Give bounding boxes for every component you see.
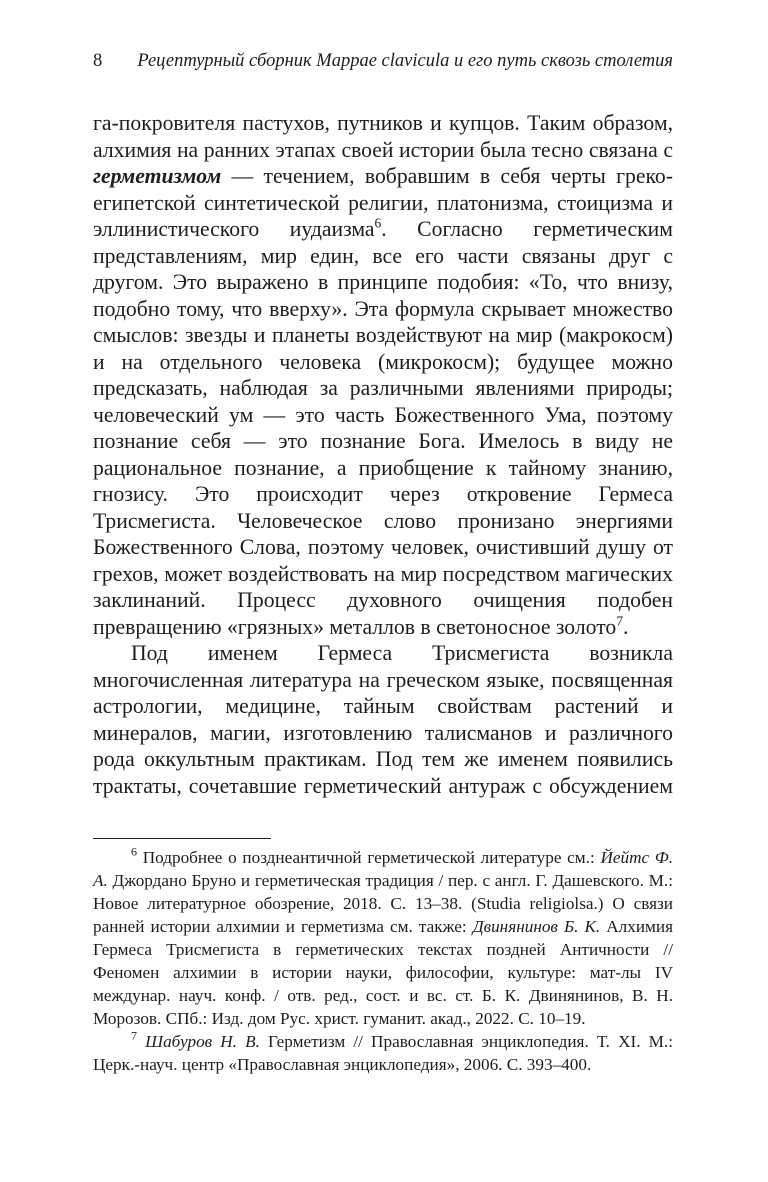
footnote-6-author-2: Двинянинов Б. К.	[472, 917, 601, 936]
footnote-6-number: 6	[131, 844, 138, 859]
footnote-6-text-a: Подробнее о позднеантичной герметической литературе см.:	[137, 848, 601, 867]
term-hermeticism: герметизмом	[93, 164, 222, 188]
footnote-7-number: 7	[131, 1028, 138, 1043]
footnote-7-text: Герметизм // Православная энциклопедия. Т. XI. М.: Церк.-науч. центр «Православная энциклопедия», 2006. С. 393–400.	[93, 1032, 674, 1074]
paragraph-1-text-d: .	[623, 614, 629, 639]
footnote-6-text-c: Алхимия Гермеса Трисмегиста в герметических текстах поздней Античности // Феномен алхимии в истории науки, философии, культуре: мат-лы IV междунар. науч. конф. / отв. ред., сост. и вс. ст. Б. К. Двинянинов, В. Н. Морозов. СПб.: Изд. дом Рус. христ. гуманит. акад., 2022. С. 10–19.	[93, 917, 673, 1028]
footnote-7-author: Шабуров Н. В.	[145, 1032, 260, 1051]
paragraph-2: Под именем Гермеса Трисмегиста возникла многочисленная литература на греческом языке, посвященная астрологии, медицине, тайным свойствам растений и минералов, магии, изготовлению талисманов и различного рода оккультным практикам. Под тем же именем появились трактаты, сочетавшие герметический антураж с обсуждением	[93, 641, 673, 798]
footnote-6-author-1: Йейтс Ф. А.	[93, 848, 673, 890]
footnote-6-text-b: Джордано Бруно и герметическая традиция / пер. с англ. Г. Дашевского. М.: Новое литературное обозрение, 2018. С. 13–38. (Studia religiolsa.) О связи ранней истории алхимии и герметизма см. также:	[93, 871, 673, 936]
paragraph-1-text-b: — течением, вобравшим в себя черты греко-египетской синтетической религии, платонизма, стоицизма и эллинистического иудаизма	[93, 164, 673, 241]
running-header	[93, 46, 673, 76]
footnote-divider	[93, 838, 271, 839]
footnote-7	[93, 1030, 673, 1076]
running-title: Рецептурный сборник Mappae clavicula и его путь сквозь столетия	[137, 51, 673, 71]
footnote-ref-6[interactable]: 6	[374, 215, 382, 231]
main-text	[93, 110, 673, 799]
paragraph-1	[93, 110, 673, 640]
footnote-6	[93, 846, 673, 1030]
footnote-ref-7[interactable]: 7	[616, 613, 623, 629]
paragraph-1-text-c: . Согласно герметическим представлениям, мир един, все его части связаны друг с другом. Это выражено в принципе подобия: «То, что внизу, подобно тому, что вверху». Эта формула скрывает множество смыслов: звезды и планеты воздействуют на мир (макрокосм) и на отдельного человека (микрокосм); будущее можно предсказать, наблюдая за различными явлениями природы; человеческий ум — это часть Божественного Ума, поэтому познание себя — это познание Бога. Имелось в виду не рациональное познание, а приобщение к тайному знанию, гнозису. Это происходит через откровение Гермеса Трисмегиста. Человеческое слово пронизано энергиями Божественного Слова, поэтому человек, очистивший душу от грехов, может воздействовать на мир посредством магических заклинаний. Процесс духовного очищения подобен превращению «грязных» металлов в светоносное золото	[93, 217, 673, 639]
page-number: 8	[93, 51, 103, 71]
paragraph-1-text-a: га-покровителя пастухов, путников и купцов. Таким образом, алхимия на ранних этапах своей истории была тесно связана с	[93, 111, 673, 162]
footnotes	[93, 846, 673, 1076]
